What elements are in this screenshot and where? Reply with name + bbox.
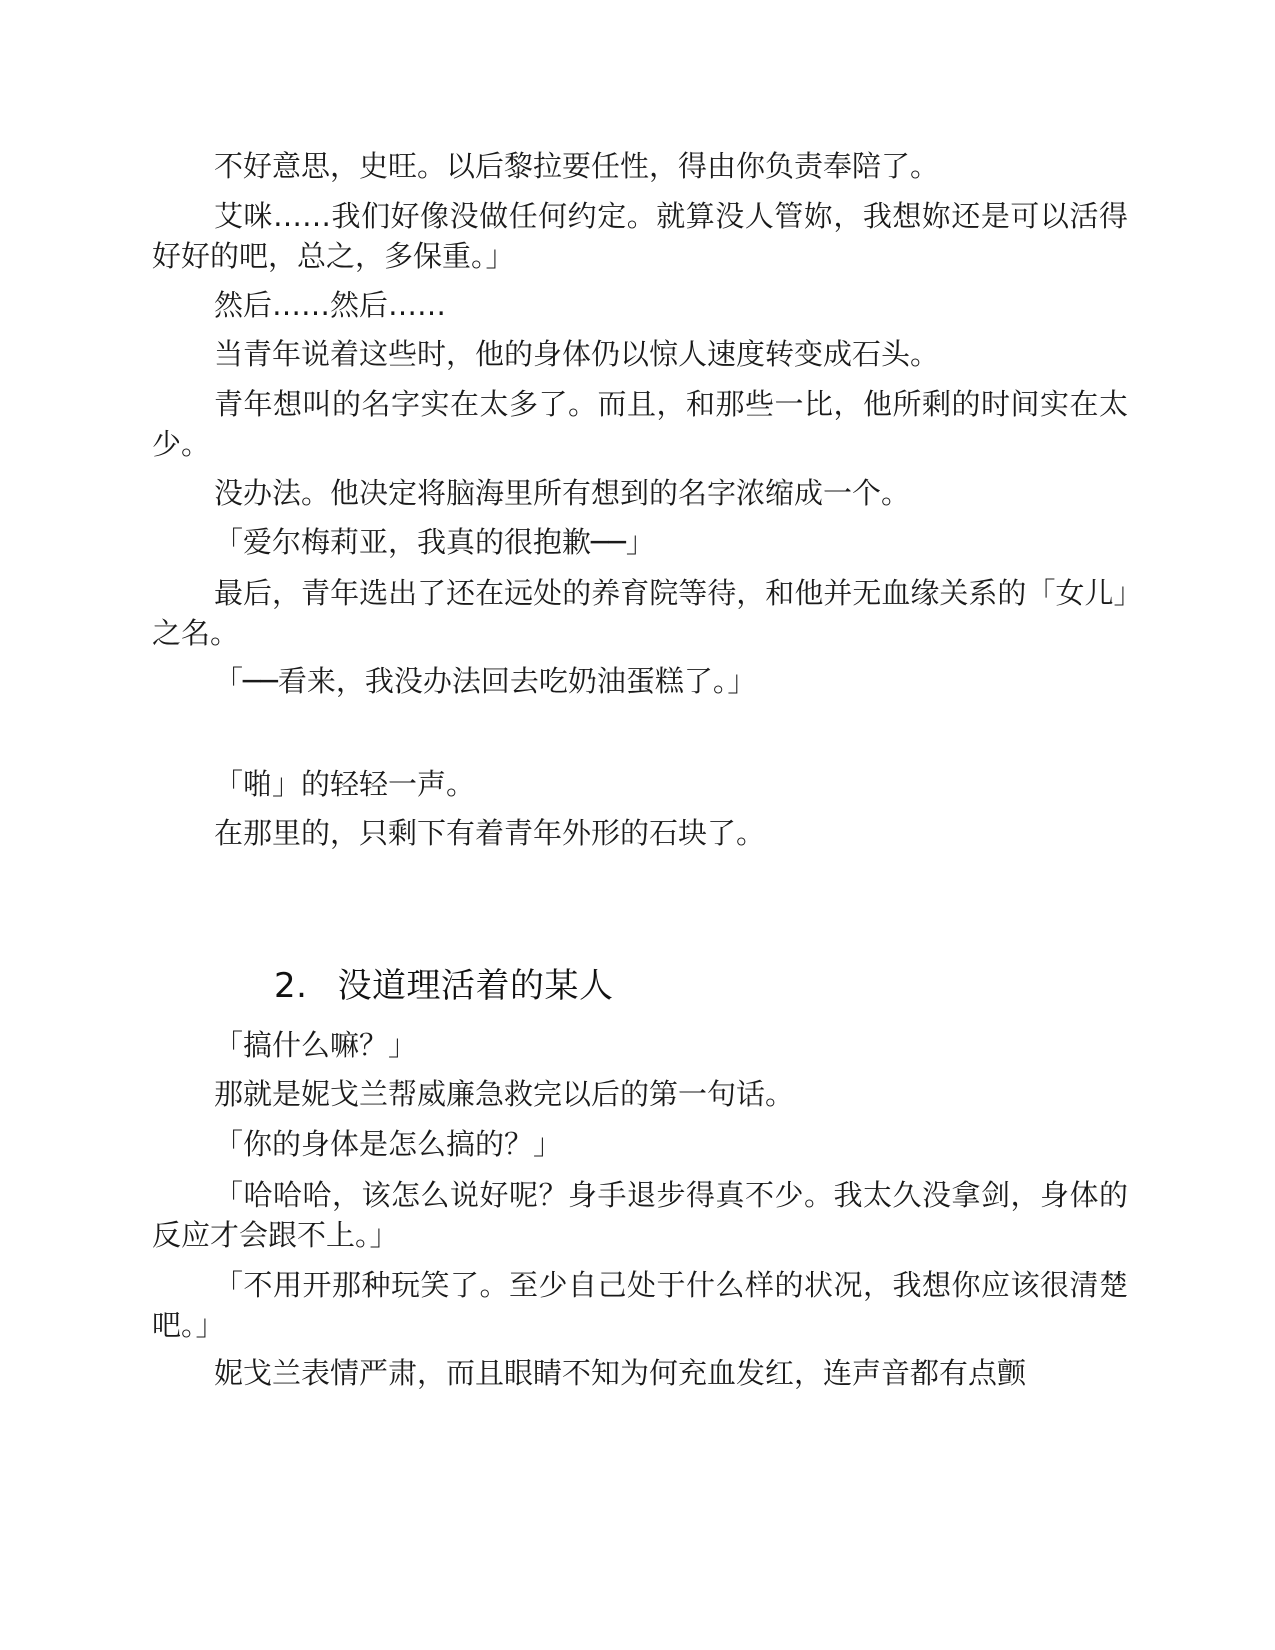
paragraph: 不好意思，史旺。以后黎拉要任性，得由你负责奉陪了。 — [214, 149, 940, 183]
paragraph: 最后，青年选出了还在远处的养育院等待，和他并无血缘关系的「女儿」之名。 — [152, 576, 1128, 650]
paragraph: 「你的身体是怎么搞的？」 — [214, 1127, 563, 1161]
paragraph: 「哈哈哈，该怎么说好呢？身手退步得真不少。我太久没拿剑，身体的反应才会跟不上。」 — [152, 1178, 1128, 1252]
paragraph: 「──看来，我没办法回去吃奶油蛋糕了。」 — [214, 664, 757, 698]
chapter-heading — [274, 964, 613, 1008]
paragraph: 没办法。他决定将脑海里所有想到的名字浓缩成一个。 — [214, 476, 911, 510]
paragraph: 妮戈兰表情严肃，而且眼睛不知为何充血发红，连声音都有点颤 — [214, 1356, 1027, 1390]
paragraph: 「爱尔梅莉亚，我真的很抱歉──」 — [214, 525, 655, 559]
paragraph: 在那里的，只剩下有着青年外形的石块了。 — [214, 816, 766, 850]
paragraph: 「搞什么嘛？」 — [214, 1028, 418, 1062]
paragraph: 然后……然后…… — [214, 288, 447, 322]
paragraph: 那就是妮戈兰帮威廉急救完以后的第一句话。 — [214, 1077, 795, 1111]
paragraph: 艾咪……我们好像没做任何约定。就算没人管妳，我想妳还是可以活得好好的吧，总之，多保重。」 — [152, 199, 1128, 273]
paragraph: 「不用开那种玩笑了。至少自己处于什么样的状况，我想你应该很清楚吧。」 — [152, 1268, 1128, 1342]
paragraph: 「啪」的轻轻一声。 — [214, 767, 476, 801]
chapter-number: 2. — [274, 966, 308, 1006]
chapter-title: 没道理活着的某人 — [337, 966, 614, 1006]
paragraph: 当青年说着这些时，他的身体仍以惊人速度转变成石头。 — [214, 337, 940, 371]
paragraph: 青年想叫的名字实在太多了。而且，和那些一比，他所剩的时间实在太少。 — [152, 387, 1128, 461]
